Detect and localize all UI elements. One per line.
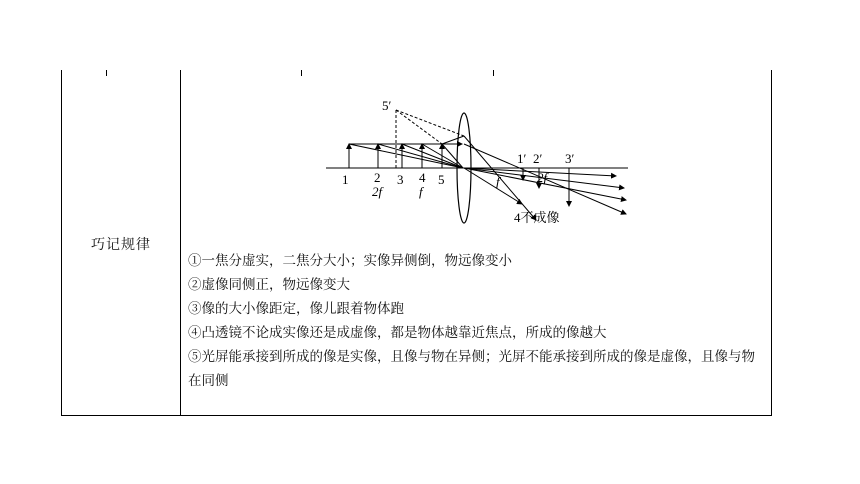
top-stub-2: [301, 70, 302, 76]
label-pf: f: [419, 184, 423, 199]
label-i2f: 2f: [537, 170, 548, 185]
label-p1: 1: [342, 172, 349, 187]
rule-item: ⑤光屏能承接到所成的像是实像，且像与物在异侧；光屏不能承接到所成的像是虚像，且像与物在同侧: [188, 349, 755, 389]
table-bottom-border: [61, 415, 772, 416]
rule-item: ②虚像同侧正，物远像变大: [188, 277, 350, 293]
virtual-ray-2: [396, 110, 442, 144]
label-i2: 2′: [533, 151, 543, 166]
convex-lens-diagram: [326, 96, 630, 236]
label-p4: 4: [419, 170, 426, 185]
label-p2f: 2f: [372, 184, 383, 199]
refracted-ray-5: [464, 136, 536, 220]
ray-3: [402, 144, 463, 168]
ray-5b: [442, 136, 464, 144]
top-stub-3: [493, 70, 494, 76]
top-stub-1: [106, 70, 107, 76]
rule-item: ③像的大小像距定，像儿跟着物体跑: [188, 301, 404, 317]
virtual-ray-1: [396, 110, 464, 136]
rule-item: ①一焦分虚实，二焦分大小；实像异侧倒，物远像变小: [188, 253, 512, 269]
rule-item: ④凸透镜不论成实像还是成虚像，都是物体越靠近焦点，所成的像越大: [188, 325, 607, 341]
label-p5: 5: [438, 172, 445, 187]
label-fr: f: [496, 174, 500, 189]
lens-diagram: [326, 96, 630, 240]
label-i1: 1′: [517, 151, 527, 166]
label-no-image: 4不成像: [514, 210, 560, 225]
label-i5: 5′: [382, 98, 392, 113]
label-i3: 3′: [565, 151, 575, 166]
row-label: 巧记规律: [91, 237, 151, 253]
table-right-border: [771, 70, 772, 416]
ray-1: [349, 144, 463, 168]
label-p2: 2: [374, 170, 381, 185]
rules-list: [188, 249, 768, 393]
column-divider: [180, 70, 181, 416]
ray-2: [378, 144, 463, 168]
label-p3: 3: [397, 172, 404, 187]
